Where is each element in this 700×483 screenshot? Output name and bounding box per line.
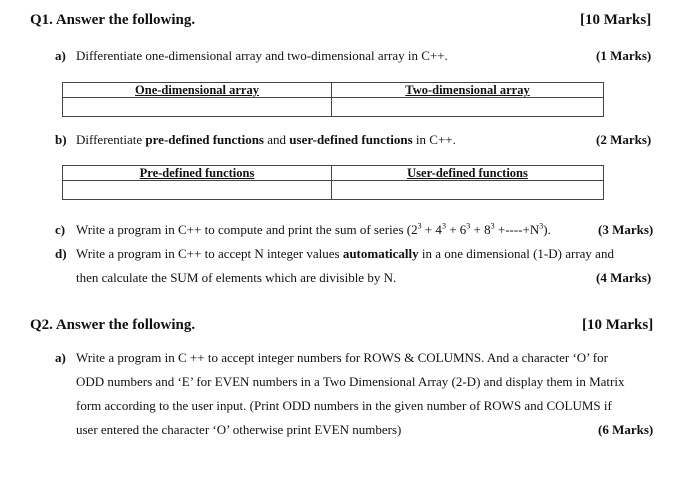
table-header: Pre-defined functions bbox=[63, 166, 332, 181]
table-header: User-defined functions bbox=[332, 166, 604, 181]
q1d-line1: Write a program in C++ to accept N integer values automatically in a one dimensional (1-D) array and bbox=[76, 246, 614, 261]
q1a-text: Differentiate one-dimensional array and two-dimensional array in C++. bbox=[76, 48, 448, 63]
q1d-label: d) bbox=[55, 246, 67, 261]
q1d-marks: (4 Marks) bbox=[596, 270, 652, 285]
q1b-comparison-table bbox=[62, 165, 604, 200]
table-cell[interactable] bbox=[332, 181, 604, 200]
q2a-line1: Write a program in C ++ to accept integer numbers for ROWS & COLUMNS. And a character ‘O’ for bbox=[76, 350, 608, 365]
q1c-label: c) bbox=[55, 222, 66, 237]
q1c-text: Write a program in C++ to compute and print the sum of series $(2^3 + 4^3 + 6^3 + 8^3 +----+N^3)$. bbox=[76, 221, 551, 237]
q1b-label: b) bbox=[55, 132, 67, 147]
q2a-line2: ODD numbers and ‘E’ for EVEN numbers in a Two Dimensional Array (2-D) and display them in Matrix bbox=[76, 374, 625, 389]
q1a-marks: (1 Marks) bbox=[596, 48, 652, 63]
q1-marks: [10 Marks] bbox=[580, 12, 652, 28]
table-header: Two-dimensional array bbox=[332, 83, 604, 98]
table-cell[interactable] bbox=[63, 98, 332, 117]
q2a-line3: form according to the user input. (Print ODD numbers in the given number of ROWS and COLUMS if bbox=[76, 398, 612, 413]
q2a-label: a) bbox=[55, 350, 66, 365]
table-header: One-dimensional array bbox=[63, 83, 332, 98]
q1a-comparison-table bbox=[62, 82, 604, 117]
table-cell[interactable] bbox=[63, 181, 332, 200]
q1b-text: Differentiate pre-defined functions and user-defined functions in C++. bbox=[76, 132, 456, 147]
q1b-marks: (2 Marks) bbox=[596, 132, 652, 147]
q2-title: Q2. Answer the following. bbox=[30, 317, 196, 333]
q1d-line2: then calculate the SUM of elements which are divisible by N. bbox=[76, 270, 397, 285]
q2a-marks: (6 Marks) bbox=[598, 422, 654, 437]
q1a-label: a) bbox=[55, 48, 66, 63]
q2-marks: [10 Marks] bbox=[582, 317, 654, 333]
q1c-marks: (3 Marks) bbox=[598, 222, 654, 237]
q2a-line4: user entered the character ‘O’ otherwise print EVEN numbers) bbox=[76, 422, 402, 437]
table-cell[interactable] bbox=[332, 98, 604, 117]
q1-title: Q1. Answer the following. bbox=[30, 12, 196, 28]
